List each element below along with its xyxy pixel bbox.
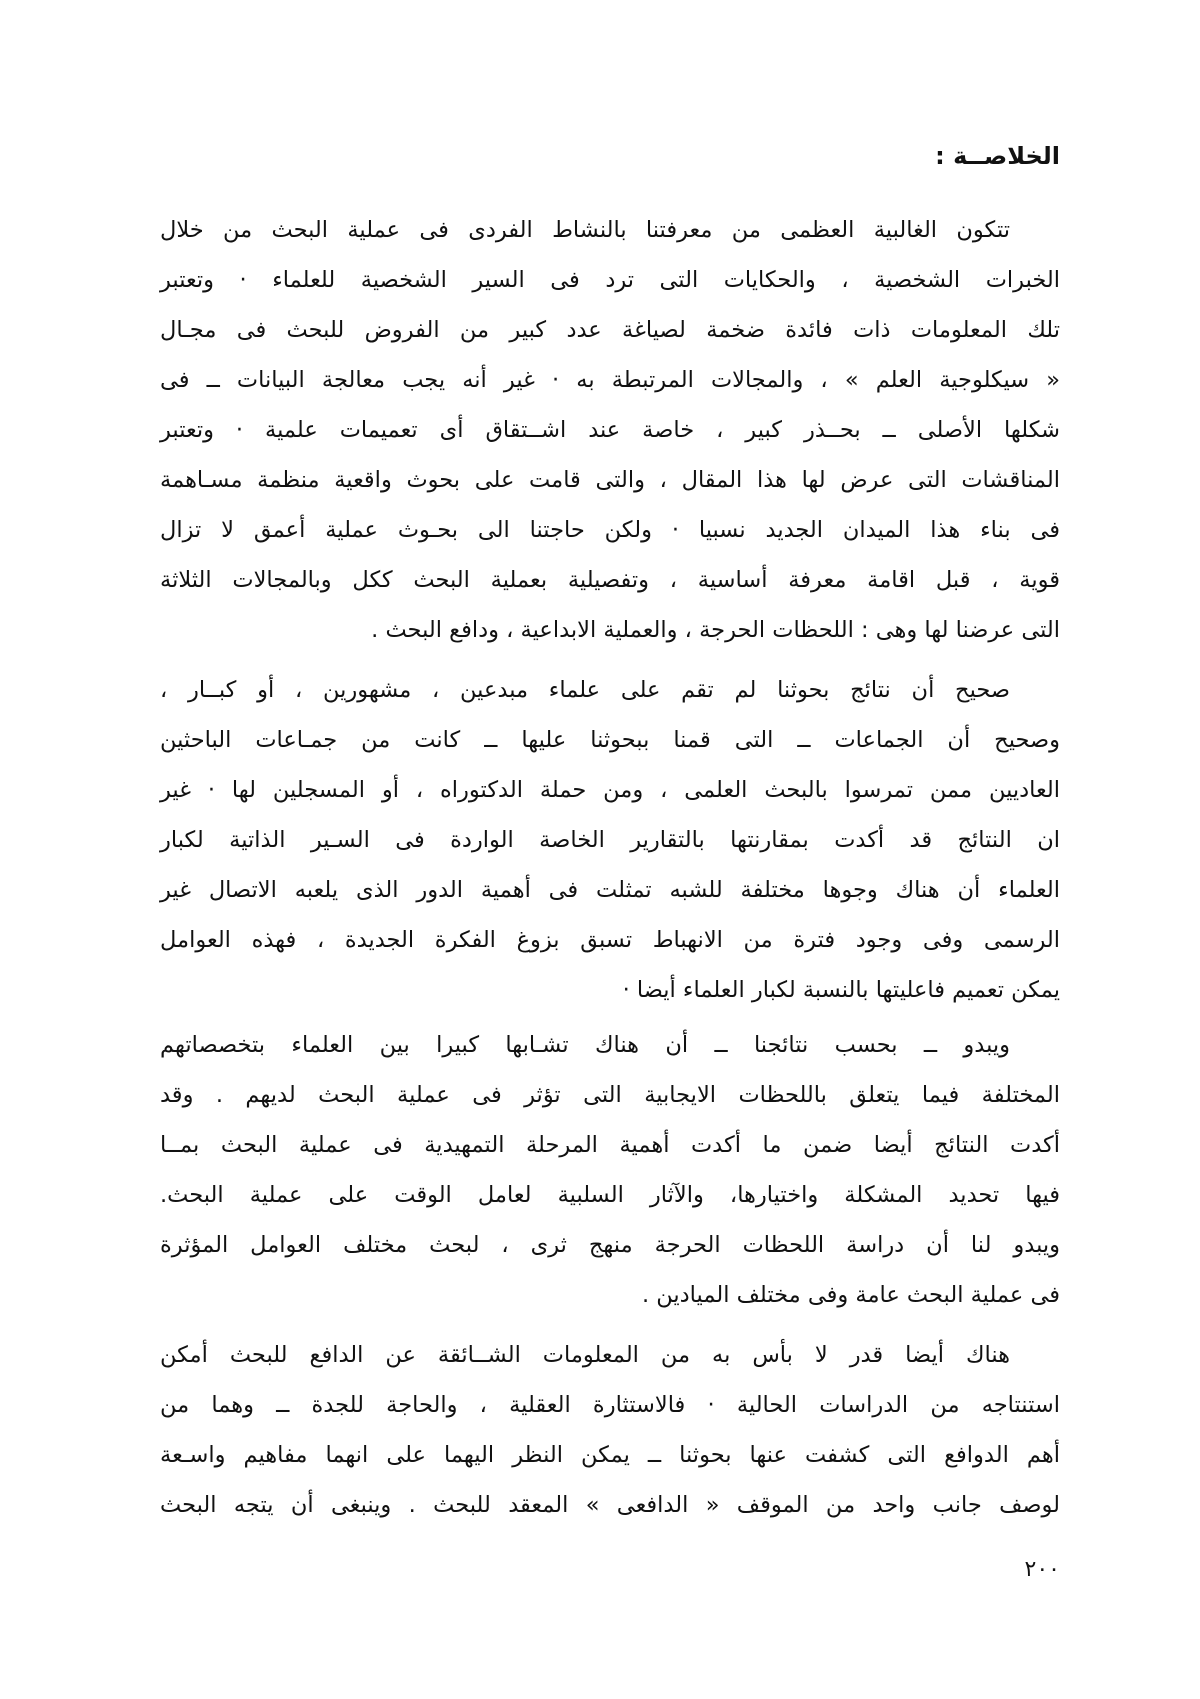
paragraph-line: ويبدو لنا أن دراسة اللحظات الحرجة منهج ثرى ، لبحث مختلف العوامل المؤثرة — [160, 1232, 1060, 1258]
paragraph-line: المختلفة فيما يتعلق باللحظات الايجابية التى تؤثر فى عملية البحث لديهم . وقد — [160, 1082, 1060, 1108]
section-heading: الخلاصــة : — [935, 142, 1060, 170]
paragraph-line: قوية ، قبل اقامة معرفة أساسية ، وتفصيلية بعملية البحث ككل وبالمجالات الثلاثة — [160, 567, 1060, 593]
paragraph-line: التى عرضنا لها وهى : اللحظات الحرجة ، والعملية الابداعية ، ودافع البحث . — [371, 617, 1060, 643]
paragraph-line: شكلها الأصلى ــ بحــذر كبير ، خاصة عند اشــتقاق أى تعميمات علمية · وتعتبر — [160, 417, 1060, 443]
paragraph-line: هناك أيضا قدر لا بأس به من المعلومات الشــائقة عن الدافع للبحث أمكن — [160, 1342, 1010, 1368]
paragraph-2 — [160, 665, 1060, 1015]
paragraph-line: صحيح أن نتائج بحوثنا لم تقم على علماء مبدعين ، مشهورين ، أو كبــار ، — [160, 677, 1010, 703]
paragraph-line: استنتاجه من الدراسات الحالية · فالاستثارة العقلية ، والحاجة للجدة ــ وهما من — [160, 1392, 1060, 1418]
paragraph-line: العاديين ممن تمرسوا بالبحث العلمى ، ومن حملة الدكتوراه ، أو المسجلين لها · غير — [160, 777, 1060, 803]
paragraph-line: فيها تحديد المشكلة واختيارها، والآثار السلبية لعامل الوقت على عملية البحث. — [160, 1182, 1060, 1208]
paragraph-line: أهم الدوافع التى كشفت عنها بحوثنا ــ يمكن النظر اليهما على انهما مفاهيم واسـعة — [160, 1442, 1060, 1468]
paragraph-line: العلماء أن هناك وجوها مختلفة للشبه تمثلت فى أهمية الدور الذى يلعبه الاتصال غير — [160, 877, 1060, 903]
paragraph-line: « سيكلوجية العلم » ، والمجالات المرتبطة به · غير أنه يجب معالجة البيانات ــ فى — [160, 367, 1060, 393]
paragraph-4 — [160, 1330, 1060, 1530]
paragraph-line: تتكون الغالبية العظمى من معرفتنا بالنشاط الفردى فى عملية البحث من خلال — [160, 217, 1010, 243]
paragraph-line: المناقشات التى عرض لها هذا المقال ، والتى قامت على بحوث واقعية منظمة مسـاهمة — [160, 467, 1060, 493]
paragraph-line: وصحيح أن الجماعات ــ التى قمنا ببحوثنا عليها ــ كانت من جمـاعات الباحثين — [160, 727, 1060, 753]
paragraph-line: ويبدو ــ بحسب نتائجنا ــ أن هناك تشـابها كبيرا بين العلماء بتخصصاتهم — [160, 1032, 1010, 1058]
paragraph-line: فى عملية البحث عامة وفى مختلف الميادين . — [641, 1282, 1060, 1308]
paragraph-line: تلك المعلومات ذات فائدة ضخمة لصياغة عدد كبير من الفروض للبحث فى مجـال — [160, 317, 1060, 343]
paragraph-line: فى بناء هذا الميدان الجديد نسبيا · ولكن حاجتنا الى بحـوث عملية أعمق لا تزال — [160, 517, 1060, 543]
paragraph-line: يمكن تعميم فاعليتها بالنسبة لكبار العلماء أيضا · — [622, 977, 1060, 1003]
paragraph-line: ان النتائج قد أكدت بمقارنتها بالتقارير الخاصة الواردة فى السـير الذاتية لكبار — [160, 827, 1060, 853]
paragraph-line: أكدت النتائج أيضا ضمن ما أكدت أهمية المرحلة التمهيدية فى عملية البحث بمــا — [160, 1132, 1060, 1158]
paragraph-3 — [160, 1020, 1060, 1320]
paragraph-line: الرسمى وفى وجود فترة من الانهباط تسبق بزوغ الفكرة الجديدة ، فهذه العوامل — [160, 927, 1060, 953]
paragraph-1 — [160, 205, 1060, 655]
paragraph-line: لوصف جانب واحد من الموقف « الدافعى » المعقد للبحث . وينبغى أن يتجه البحث — [160, 1492, 1060, 1518]
paragraph-line: الخبرات الشخصية ، والحكايات التى ترد فى السير الشخصية للعلماء · وتعتبر — [160, 267, 1060, 293]
page-number: ٢٠٠ — [1024, 1557, 1060, 1582]
